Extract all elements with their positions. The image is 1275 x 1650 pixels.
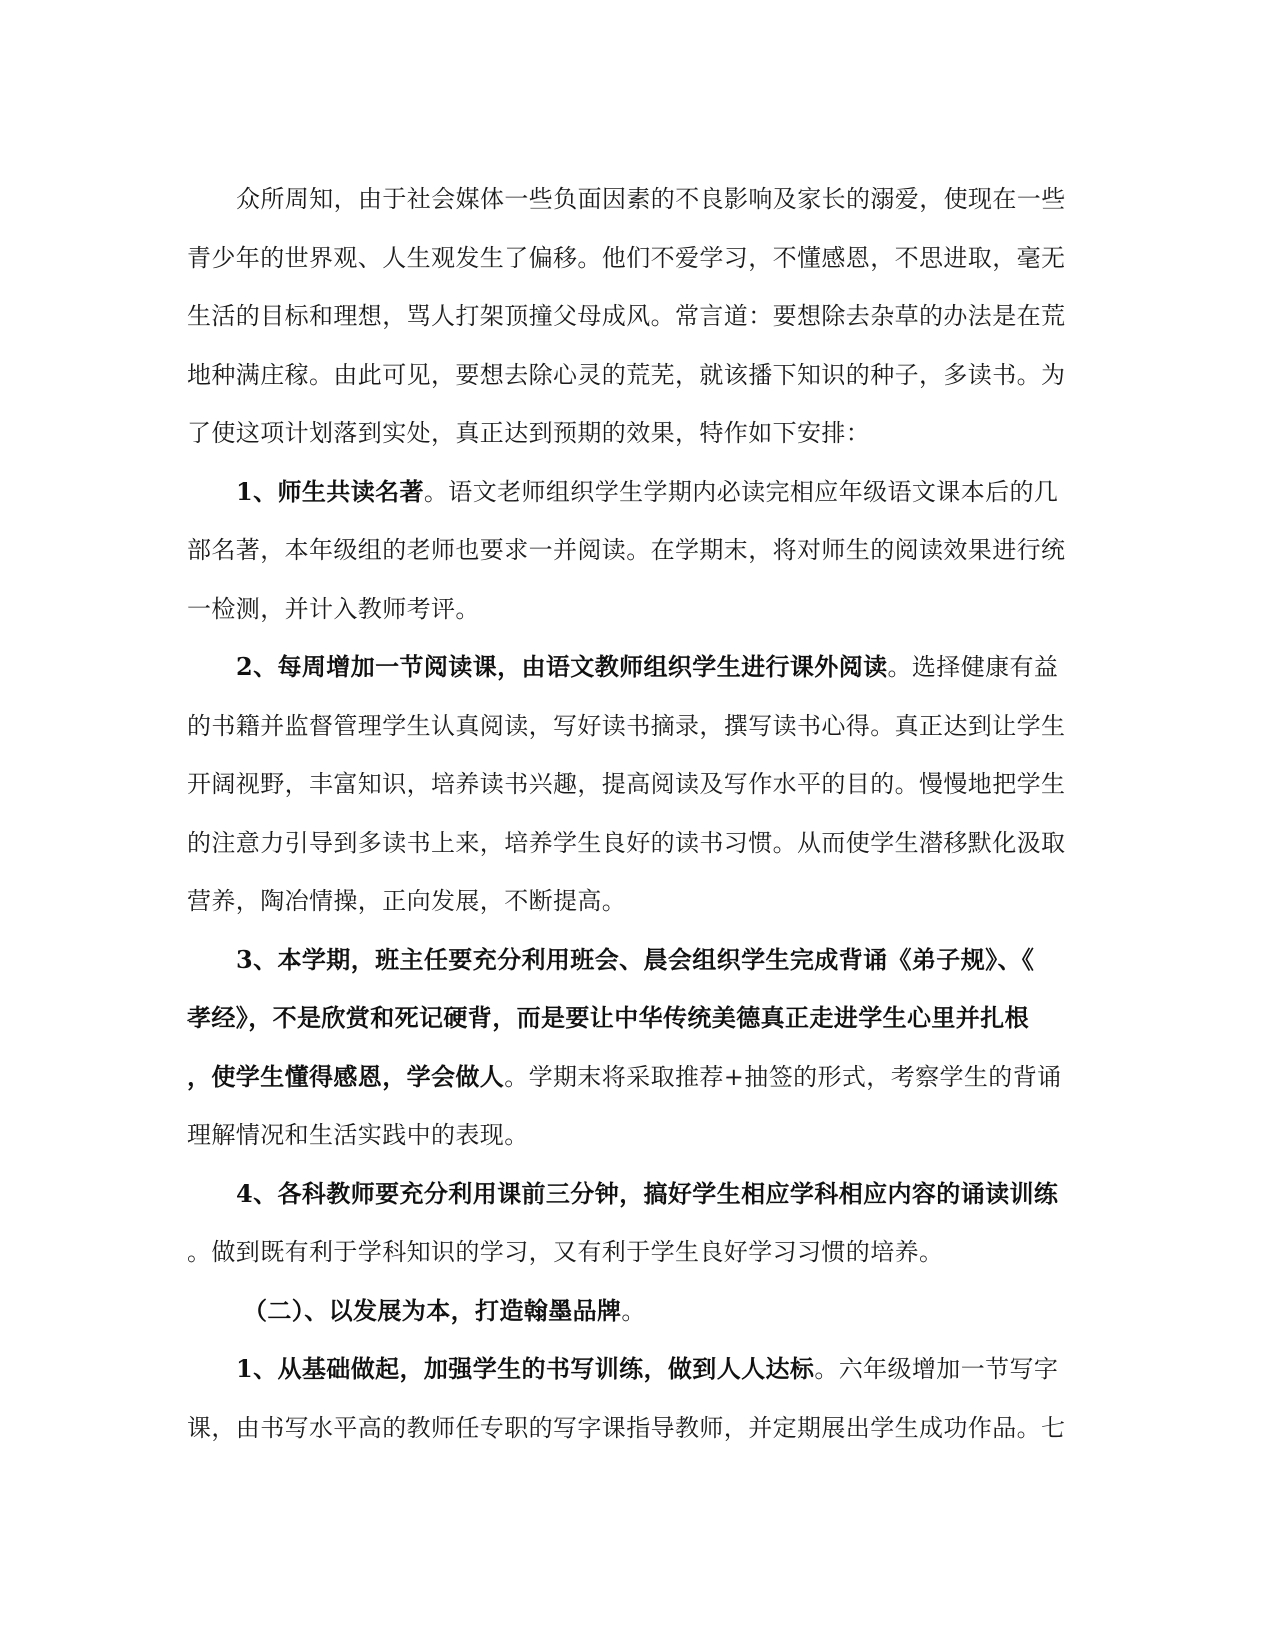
item2-text: 。选择健康有益 bbox=[887, 653, 1059, 681]
intro-line: 众所周知，由于社会媒体一些负面因素的不良影响及家长的溺爱，使现在一些 bbox=[236, 185, 1066, 213]
intro-line: 生活的目标和理想，骂人打架顶撞父母成风。常言道：要想除去杂草的办法是在荒 bbox=[187, 302, 1066, 330]
item3-heading-line: 3、本学期，班主任要充分利用班会、晨会组织学生完成背诵《弟子规》、《 bbox=[236, 944, 1035, 974]
item3-line bbox=[187, 1048, 1087, 1107]
item5-line bbox=[187, 1340, 1087, 1399]
item1-line: 部名著，本年级组的老师也要求一并阅读。在学期末，将对师生的阅读效果进行统 bbox=[187, 536, 1066, 564]
section2-title-end: 。 bbox=[621, 1296, 646, 1325]
item5-text: 。六年级增加一节写字 bbox=[814, 1355, 1059, 1383]
item3-heading-end: ，使学生懂得感恩，学会做人 bbox=[187, 1061, 505, 1091]
item2-heading: 2、每周增加一节阅读课，由语文教师组织学生进行课外阅读 bbox=[236, 652, 888, 681]
intro-line: 地种满庄稼。由此可见，要想去除心灵的荒芜，就该播下知识的种子，多读书。为 bbox=[187, 360, 1066, 389]
item1-heading: 1、师生共读名著 bbox=[236, 476, 424, 506]
section-heading bbox=[187, 1282, 1087, 1341]
item1-line: 一检测，并计入教师考评。 bbox=[187, 594, 480, 623]
item1-line bbox=[187, 463, 1087, 522]
item3-text: 。学期末将采取推荐+抽签的形式，考察学生的背诵 bbox=[504, 1062, 1062, 1091]
intro-line: 青少年的世界观、人生观发生了偏移。他们不爱学习，不懂感恩，不思进取，毫无 bbox=[187, 243, 1066, 272]
item3-line: 理解情况和生活实践中的表现。 bbox=[187, 1121, 529, 1149]
item4-heading-line: 4、各科教师要充分利用课前三分钟，搞好学生相应学科相应内容的诵读训练 bbox=[236, 1178, 1059, 1208]
intro-line: 了使这项计划落到实处，真正达到预期的效果，特作如下安排： bbox=[187, 419, 871, 447]
item2-line: 营养，陶冶情操，正向发展，不断提高。 bbox=[187, 887, 627, 915]
item3-heading-line: 孝经》，不是欣赏和死记硬背，而是要让中华传统美德真正走进学生心里并扎根 bbox=[187, 1003, 1029, 1032]
item1-text: 。语文老师组织学生学期内必读完相应年级语文课本后的几 bbox=[423, 477, 1059, 506]
item5-line: 课，由书写水平高的教师任专职的写字课指导教师，并定期展出学生成功作品。七 bbox=[187, 1413, 1066, 1442]
section2-title: （二）、以发展为本，打造翰墨品牌 bbox=[243, 1295, 622, 1325]
item4-line: 。做到既有利于学科知识的学习，又有利于学生良好学习习惯的培养。 bbox=[187, 1238, 944, 1266]
document-body bbox=[187, 170, 1087, 1457]
item2-line: 开阔视野，丰富知识，培养读书兴趣，提高阅读及写作水平的目的。慢慢地把学生 bbox=[187, 770, 1066, 798]
item2-line bbox=[187, 638, 1087, 697]
item2-line: 的书籍并监督管理学生认真阅读，写好读书摘录，撰写读书心得。真正达到让学生 bbox=[187, 711, 1066, 740]
item2-line: 的注意力引导到多读书上来，培养学生良好的读书习惯。从而使学生潜移默化汲取 bbox=[187, 828, 1066, 857]
item5-heading: 1、从基础做起，加强学生的书写训练，做到人人达标 bbox=[236, 1354, 815, 1383]
